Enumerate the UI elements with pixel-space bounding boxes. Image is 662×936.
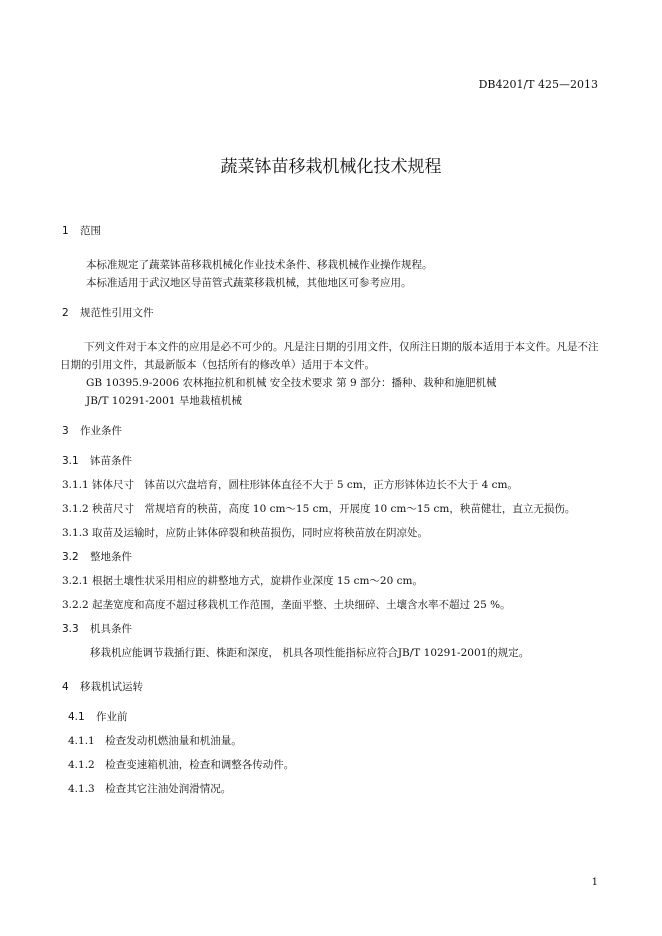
section-4-1-heading: 4.1 作业前 [68,711,128,723]
item-4-1-3: 4.1.3 检查其它注油处润滑情况。 [68,783,232,795]
section-3-heading: 3 作业条件 [62,425,122,437]
item-3-2-2: 3.2.2 起垄宽度和高度不超过移栽机工作范围，垄面平整、土块细碎、土壤含水率不超过 25 %。 [62,599,511,611]
item-4-1-2: 4.1.2 检查变速箱机油，检查和调整各传动件。 [68,759,295,771]
item-3-1-1: 3.1.1 钵体尺寸 钵苗以穴盘培育，圆柱形钵体直径不大于 5 cm，正方形钵体边长不大于 4 cm。 [62,479,518,491]
document-code: DB4201/T 425—2013 [478,78,598,91]
item-3-2-1: 3.2.1 根据土壤性状采用相应的耕整地方式，旋耕作业深度 15 cm～20 cm。 [62,575,423,587]
s1-para-2: 本标准适用于武汉地区导苗管式蔬菜移栽机械，其他地区可参考应用。 [86,277,412,289]
s2-para-1: 下列文件对于本文件的应用是必不可少的。凡是注日期的引用文件，仅所注日期的版本适用于本文件。凡是不注日期的引用文件，其最新版本（包括所有的修改单）适用于本文件。 [60,341,599,371]
s2-ref-1: GB 10395.9-2006 农林拖拉机和机械 安全技术要求 第 9 部分：播种、栽种和施肥机械 [86,377,497,389]
s1-para-1: 本标准规定了蔬菜钵苗移栽机械化作业技术条件、移栽机械作业操作规程。 [86,259,433,271]
section-4-heading: 4 移栽机试运转 [62,681,143,693]
section-3-3-heading: 3.3 机具条件 [62,623,132,635]
page-number: 1 [591,877,598,888]
item-3-1-3: 3.1.3 取苗及运输时，应防止钵体碎裂和秧苗损伤，同时应将秧苗放在阴凉处。 [62,527,429,539]
section-2-heading: 2 规范性引用文件 [62,307,154,319]
item-3-1-2: 3.1.2 秧苗尺寸 常规培育的秧苗，高度 10 cm～15 cm，开展度 10 cm～15 cm，秧苗健壮，直立无损伤。 [62,503,576,515]
document-body [62,222,602,798]
section-3-2-heading: 3.2 整地条件 [62,551,132,563]
document-title: 蔬菜钵苗移栽机械化技术规程 [220,157,442,177]
s2-ref-2: JB/T 10291-2001 旱地栽植机械 [86,395,242,407]
section-3-1-heading: 3.1 钵苗条件 [62,455,132,467]
section-1-heading: 1 范围 [62,225,101,237]
s3-3-para: 移栽机应能调节栽插行距、株距和深度， 机具各项性能指标应符合JB/T 10291-2001的规定。 [90,647,530,659]
item-4-1-1: 4.1.1 检查发动机燃油量和机油量。 [68,735,242,747]
